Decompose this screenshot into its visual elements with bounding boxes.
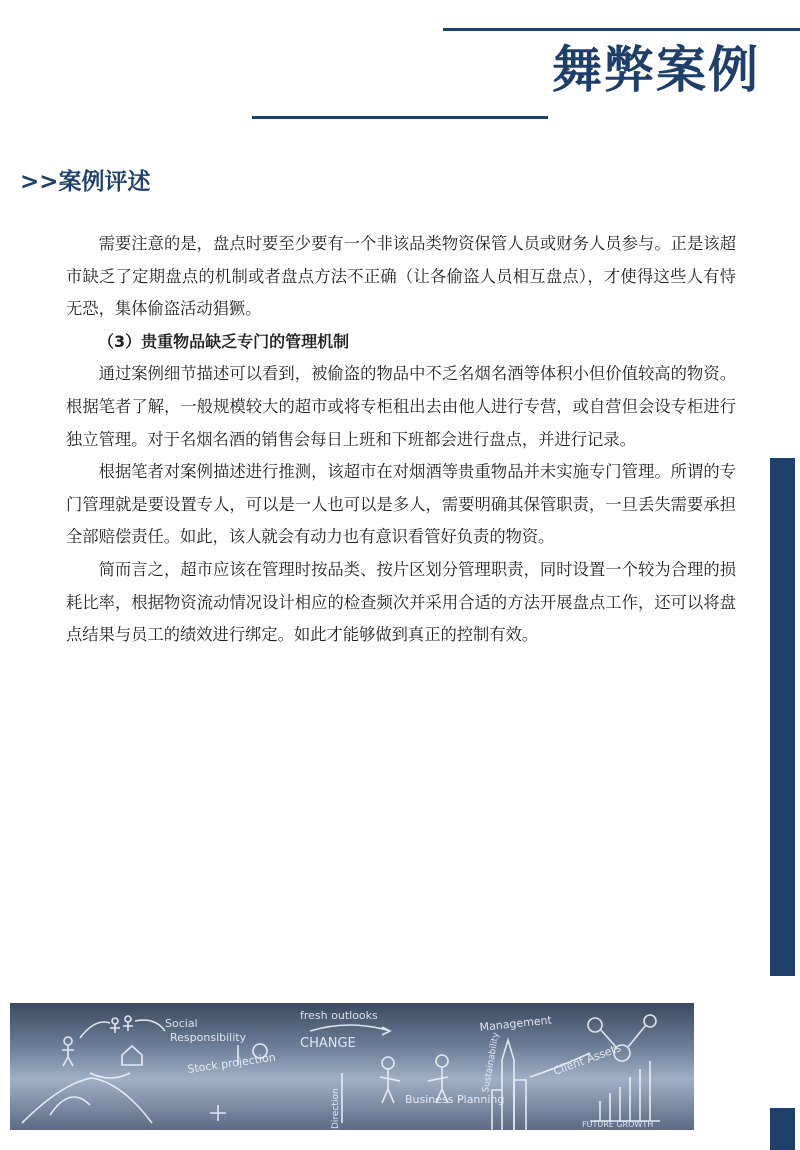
paragraph-3: 根据笔者对案例描述进行推测，该超市在对烟酒等贵重物品并未实施专门管理。所谓的专门管理就是要设置专人，可以是一人也可以是多人，需要明确其保管职责，一旦丢失需要承担全部赔偿责任。如此，该人就会有动力也有意识看管好负责的物资。 <box>66 462 736 547</box>
paragraph-4: 简而言之，超市应该在管理时按品类、按片区划分管理职责，同时设置一个较为合理的损耗比率，根据物资流动情况设计相应的检查频次并采用合适的方法开展盘点工作，还可以将盘点结果与员工的绩效进行绑定。如此才能够做到真正的控制有效。 <box>66 559 736 645</box>
subheading: （3）贵重物品缺乏专门的管理机制 <box>98 331 350 351</box>
paragraph-1: 需要注意的是，盘点时要至少要有一个非该品类物资保管人员或财务人员参与。正是该超市缺乏了定期盘点的机制或者盘点方法不正确（让各偷盗人员相互盘点），才使得这些人有恃无恐，集体偷盗活动猖獗。 <box>66 234 736 319</box>
banner-word-fresh-outlooks: fresh outlooks <box>300 1009 378 1022</box>
banner-word-responsibility: Responsibility <box>170 1031 247 1044</box>
side-accent-bar <box>770 458 795 976</box>
business-sketch-banner <box>10 1003 694 1130</box>
banner-word-business-planning: Business Planning <box>405 1093 505 1106</box>
banner-word-sustainability: Sustainability <box>481 1031 502 1094</box>
side-accent-bar-small <box>770 1108 795 1150</box>
banner-word-change: CHANGE <box>300 1036 356 1051</box>
section-heading: >>案例评述 <box>20 169 151 195</box>
banner-word-stock-projection: Stock projection <box>186 1050 277 1076</box>
banner-word-management: Management <box>478 1013 553 1034</box>
banner-word-client-assets: Client Assets <box>551 1041 623 1078</box>
header-bottom-rule <box>252 116 548 119</box>
banner-word-social: Social <box>165 1017 198 1030</box>
banner-word-direction: Direction <box>331 1088 341 1129</box>
header-top-rule <box>443 28 800 31</box>
banner-sketch-illustration <box>10 1003 694 1130</box>
banner-word-future-growth: FUTURE GROWTH <box>582 1120 654 1129</box>
page-title: 舞弊案例 <box>552 41 760 99</box>
paragraph-2: 通过案例细节描述可以看到，被偷盗的物品中不乏名烟名酒等体积小但价值较高的物资。根据笔者了解，一般规模较大的超市或将专柜租出去由他人进行专营，或自营但会设专柜进行独立管理。对于名烟名酒的销售会每日上班和下班都会进行盘点，并进行记录。 <box>66 364 736 449</box>
article-body <box>66 228 736 652</box>
